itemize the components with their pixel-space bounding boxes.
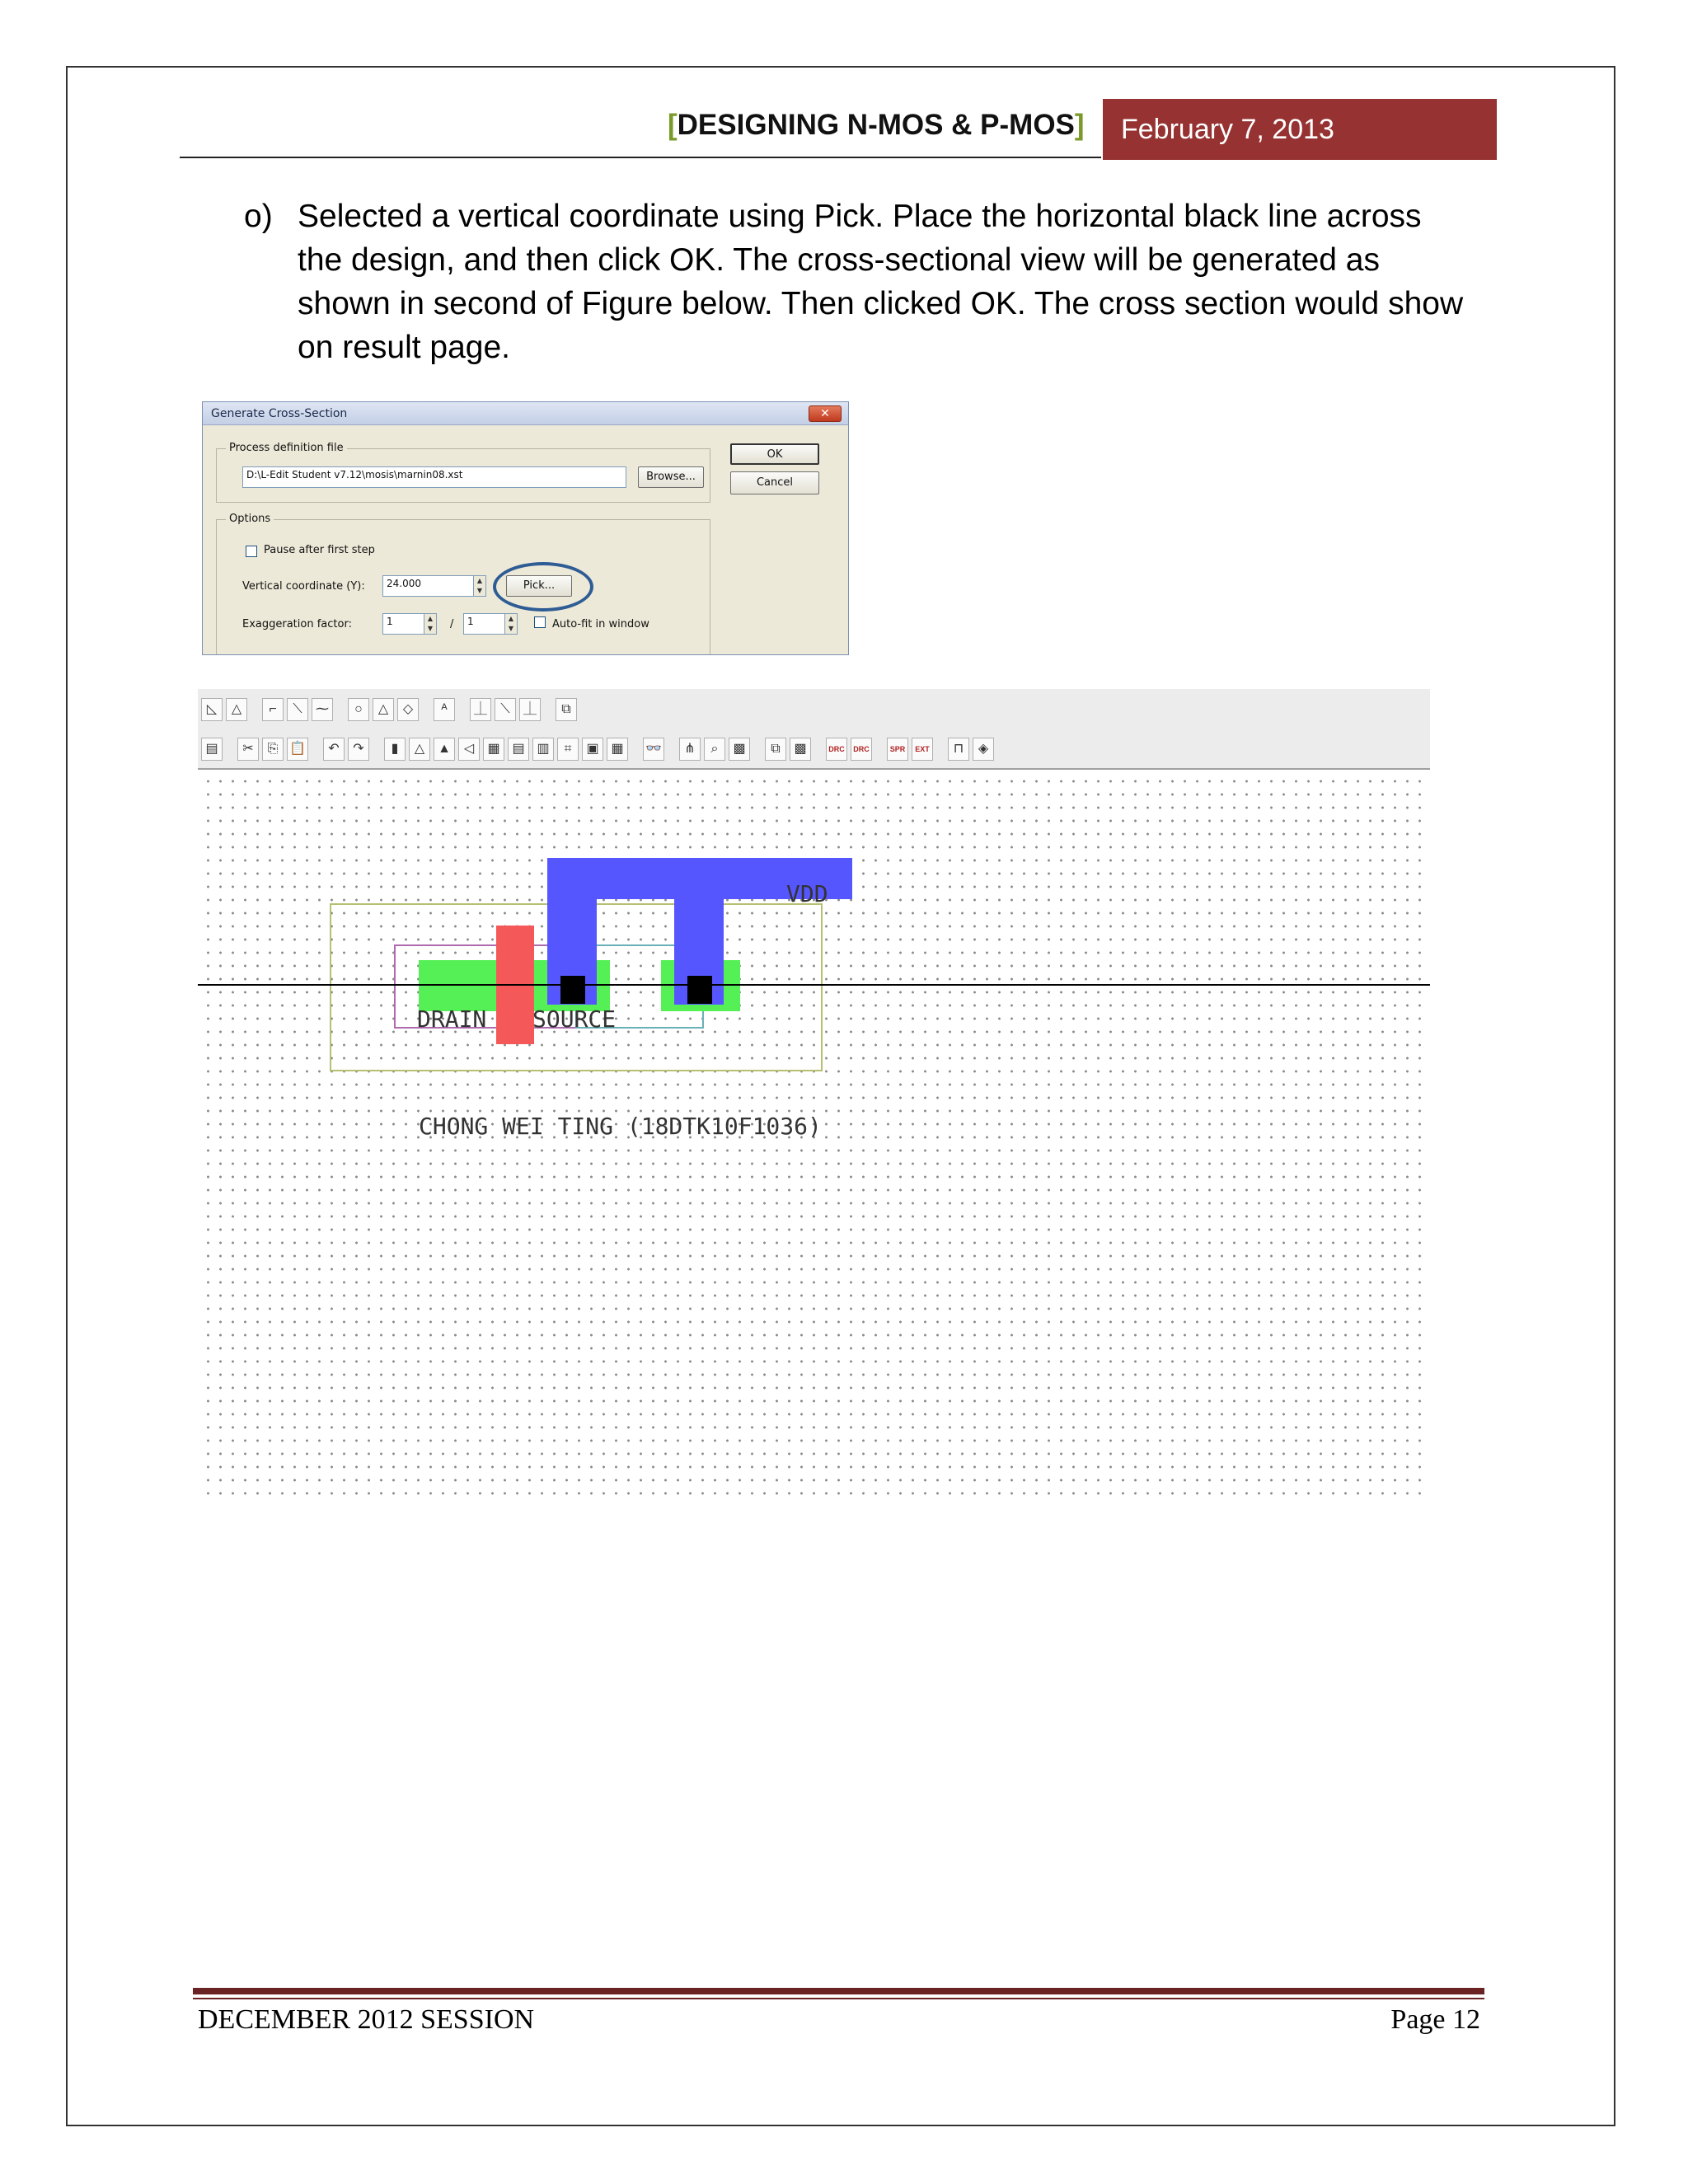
process-file-input[interactable]: D:\L-Edit Student v7.12\mosis\marnin08.xst <box>242 466 626 488</box>
toolbar-button-toolbar_row2-8[interactable]: ▲ <box>434 738 455 761</box>
cancel-button[interactable]: Cancel <box>730 471 819 494</box>
toolbar-button-toolbar_row1-0[interactable]: ◺ <box>201 698 223 721</box>
pause-checkbox[interactable] <box>246 546 257 557</box>
exaggeration-label: Exaggeration factor: <box>242 618 352 630</box>
layout-editor <box>198 689 1430 1497</box>
cross-section-line[interactable] <box>198 984 1430 986</box>
toolbar-button-toolbar_row2-20[interactable]: ⧉ <box>765 738 786 761</box>
exaggeration-input-1[interactable]: 1 <box>382 613 425 635</box>
browse-button[interactable]: Browse... <box>638 466 704 488</box>
toolbar-button-toolbar_row1-2[interactable]: ⌐ <box>262 698 284 721</box>
toolbar-button-toolbar_row2-13[interactable]: ⌗ <box>557 738 579 761</box>
drain-label: DRAIN <box>417 1005 487 1033</box>
footer-rule-thick <box>193 1988 1484 1994</box>
toolbar-button-toolbar_row2-12[interactable]: ▥ <box>532 738 554 761</box>
toolbar-button-toolbar_row1-6[interactable]: △ <box>373 698 394 721</box>
spin-down-icon: ▼ <box>427 625 434 632</box>
exaggeration-stepper-2[interactable] <box>504 613 518 635</box>
toolbar-button-toolbar_row2-15[interactable]: ▦ <box>607 738 628 761</box>
close-icon[interactable]: ✕ <box>809 405 842 422</box>
exaggeration-separator: / <box>450 618 454 630</box>
toolbar-button-toolbar_row1-9[interactable]: ⏊ <box>470 698 491 721</box>
author-label: CHONG WEI TING (18DTK10F1036) <box>419 1113 822 1140</box>
ok-button[interactable]: OK <box>730 443 819 465</box>
toolbar-button-toolbar_row1-1[interactable]: △ <box>226 698 247 721</box>
toolbar-button-toolbar_row1-12[interactable]: ⧉ <box>556 698 577 721</box>
footer-rule-thin <box>193 1998 1484 1999</box>
bracket-close: ] <box>1074 109 1085 141</box>
toolbar-button-toolbar_row2-5[interactable]: ↷ <box>348 738 369 761</box>
options-group-label: Options <box>226 513 274 525</box>
step-text: Selected a vertical coordinate using Pick. Place the horizontal black line across the design, and then click OK. The cross-sectional view will be generated as shown in second of Figure below. Then clicked OK. The cross section would show on result page. <box>298 199 1464 365</box>
spin-up-icon: ▲ <box>476 577 483 584</box>
drawing-toolbar <box>198 689 1430 730</box>
toolbar-button-toolbar_row2-18[interactable]: ⌕ <box>704 738 725 761</box>
spin-up-icon: ▲ <box>427 615 434 622</box>
toolbar-button-toolbar_row2-23[interactable]: DRC <box>851 738 872 761</box>
source-label: SOURCE <box>532 1005 617 1033</box>
toolbar-button-toolbar_row2-2[interactable]: ⎘ <box>262 738 284 761</box>
toolbar-button-toolbar_row2-4[interactable]: ↶ <box>323 738 345 761</box>
dialog-title: Generate Cross-Section <box>211 407 348 420</box>
process-group-label: Process definition file <box>226 442 347 454</box>
toolbar-button-toolbar_row2-22[interactable]: DRC <box>826 738 847 761</box>
autofit-label: Auto-fit in window <box>552 618 649 630</box>
toolbar-button-toolbar_row1-8[interactable]: ᴬ <box>434 698 455 721</box>
toolbar-button-toolbar_row2-11[interactable]: ▤ <box>508 738 529 761</box>
step-marker: o) <box>244 199 273 234</box>
toolbar-button-toolbar_row2-16[interactable]: 👓 <box>643 738 664 761</box>
spin-down-icon: ▼ <box>476 587 483 594</box>
toolbar-button-toolbar_row2-27[interactable]: ◈ <box>973 738 994 761</box>
bracket-open: [ <box>668 109 678 141</box>
header-title <box>668 109 1085 142</box>
toolbar-button-toolbar_row2-1[interactable]: ✂ <box>237 738 259 761</box>
toolbar-button-toolbar_row2-6[interactable]: ▮ <box>384 738 406 761</box>
contact-right <box>687 976 712 1004</box>
pick-highlight-circle <box>493 562 593 612</box>
dialog-titlebar <box>203 402 848 425</box>
toolbar-button-toolbar_row2-17[interactable]: ⋔ <box>679 738 701 761</box>
toolbar-button-toolbar_row2-26[interactable]: ⊓ <box>948 738 969 761</box>
toolbar-button-toolbar_row1-7[interactable]: ◇ <box>397 698 419 721</box>
exaggeration-input-2[interactable]: 1 <box>463 613 506 635</box>
vertical-coordinate-stepper[interactable] <box>473 575 486 597</box>
toolbar-button-toolbar_row2-14[interactable]: ▣ <box>582 738 603 761</box>
autofit-checkbox[interactable] <box>534 616 546 628</box>
header-date: February 7, 2013 <box>1103 99 1497 160</box>
toolbar-button-toolbar_row1-4[interactable]: ⁓ <box>312 698 333 721</box>
footer-page-number: Page 12 <box>1390 2004 1480 2035</box>
toolbar-button-toolbar_row2-7[interactable]: △ <box>409 738 430 761</box>
vertical-coordinate-input[interactable]: 24.000 <box>382 575 475 597</box>
toolbar-button-toolbar_row1-3[interactable]: ⟍ <box>287 698 308 721</box>
toolbar-button-toolbar_row2-0[interactable]: ▤ <box>201 738 223 761</box>
pause-label: Pause after first step <box>264 544 375 556</box>
toolbar-button-toolbar_row2-19[interactable]: ▩ <box>729 738 750 761</box>
exaggeration-stepper-1[interactable] <box>424 613 437 635</box>
toolbar-button-toolbar_row2-10[interactable]: ▦ <box>483 738 504 761</box>
vdd-label: VDD <box>786 880 828 907</box>
toolbar-button-toolbar_row2-24[interactable]: SPR <box>887 738 908 761</box>
header-title-text: DESIGNING N-MOS & P-MOS <box>677 109 1075 141</box>
vertical-coordinate-label: Vertical coordinate (Y): <box>242 580 365 593</box>
toolbar-button-toolbar_row2-3[interactable]: 📋 <box>287 738 308 761</box>
spin-up-icon: ▲ <box>508 615 514 622</box>
toolbar-button-toolbar_row1-11[interactable]: ⏊ <box>519 698 541 721</box>
toolbar-button-toolbar_row1-10[interactable]: ⟍ <box>495 698 516 721</box>
header-rule <box>180 157 1101 158</box>
cross-section-dialog <box>202 401 849 655</box>
pick-button[interactable]: Pick... <box>506 575 572 597</box>
footer-session: DECEMBER 2012 SESSION <box>198 2004 535 2035</box>
toolbar-button-toolbar_row2-25[interactable]: EXT <box>912 738 933 761</box>
contact-left <box>560 976 585 1004</box>
toolbar-button-toolbar_row2-9[interactable]: ◁ <box>458 738 480 761</box>
main-toolbar <box>198 729 1430 770</box>
toolbar-button-toolbar_row2-21[interactable]: ▩ <box>790 738 811 761</box>
toolbar-button-toolbar_row1-5[interactable]: ○ <box>348 698 369 721</box>
spin-down-icon: ▼ <box>508 625 514 632</box>
layout-canvas[interactable] <box>198 771 1430 1497</box>
